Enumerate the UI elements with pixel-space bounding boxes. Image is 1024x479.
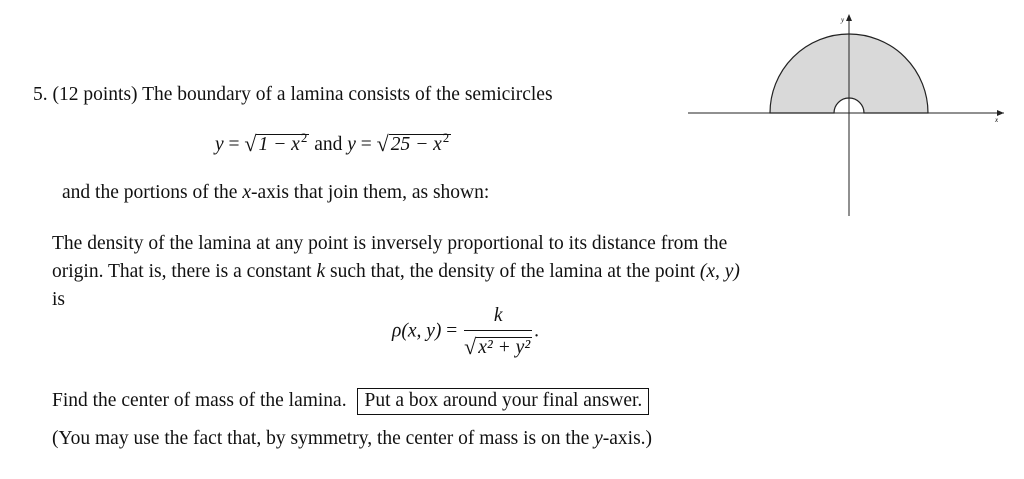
eq1-sqrt: √ $1 - x^2$ (244, 130, 308, 156)
density-line-1: The density of the lamina at any point is inversely proportional to its distance from the (52, 233, 728, 254)
find-text: Find the center of mass of the lamina. (52, 390, 347, 411)
density-line2-pre: origin. That is, there is a constant (52, 261, 312, 282)
hint-pre: (You may use the fact that, by symmetry, the center of mass is on the (52, 428, 590, 449)
constant-k: k (316, 261, 326, 282)
eq1-exponent: 2 (300, 130, 308, 145)
semicircle-equations (215, 130, 451, 156)
and-word: and (314, 134, 343, 155)
lamina-figure (688, 12, 1004, 218)
eq2-lhs: y (347, 134, 356, 155)
problem-header (33, 84, 553, 106)
y-axis-arrow-icon (846, 14, 852, 21)
rho-equals: = (446, 320, 458, 342)
portions-line (62, 182, 489, 204)
answer-box-instruction: Put a box around your final answer. (357, 388, 649, 415)
portions-pre: and the portions of the (62, 182, 238, 203)
y-axis-label: y (841, 16, 845, 24)
problem-intro: The boundary of a lamina consists of the semicircles (142, 84, 553, 105)
hint-post: -axis.) (602, 428, 653, 449)
density-line-3: is (52, 289, 66, 310)
eq2-radicand: 25 − x (390, 134, 442, 155)
point-xy: (x, y) (699, 261, 740, 282)
rho-numerator: k (464, 305, 532, 331)
eq2-equals: = (360, 134, 372, 155)
eq1-lhs: y (215, 134, 224, 155)
hint-line (52, 428, 652, 450)
x-axis-label: x (995, 116, 999, 124)
density-line2-post: such that, the density of the lamina at the point (330, 261, 695, 282)
rho-fraction: $\frac{k}{\text{√ x² + y²}}$ (464, 305, 531, 359)
portions-var: x (242, 182, 251, 203)
portions-post: -axis that join them, as shown: (251, 182, 490, 203)
rho-denominator: x² + y² (478, 337, 531, 358)
density-line-2 (52, 261, 740, 283)
problem-points: (12 points) (52, 84, 138, 105)
rho-period: . (534, 320, 540, 342)
eq2-sqrt: √ $25 - x^2$ (376, 130, 450, 156)
eq1-radicand: 1 − x (258, 134, 300, 155)
eq1-equals: = (228, 134, 240, 155)
eq2-exponent: 2 (442, 130, 450, 145)
density-formula (392, 305, 539, 359)
find-line (52, 388, 649, 415)
problem-number: 5. (33, 84, 48, 105)
rho-lhs: ρ(x, y) (392, 320, 442, 342)
hint-var: y (594, 428, 603, 449)
